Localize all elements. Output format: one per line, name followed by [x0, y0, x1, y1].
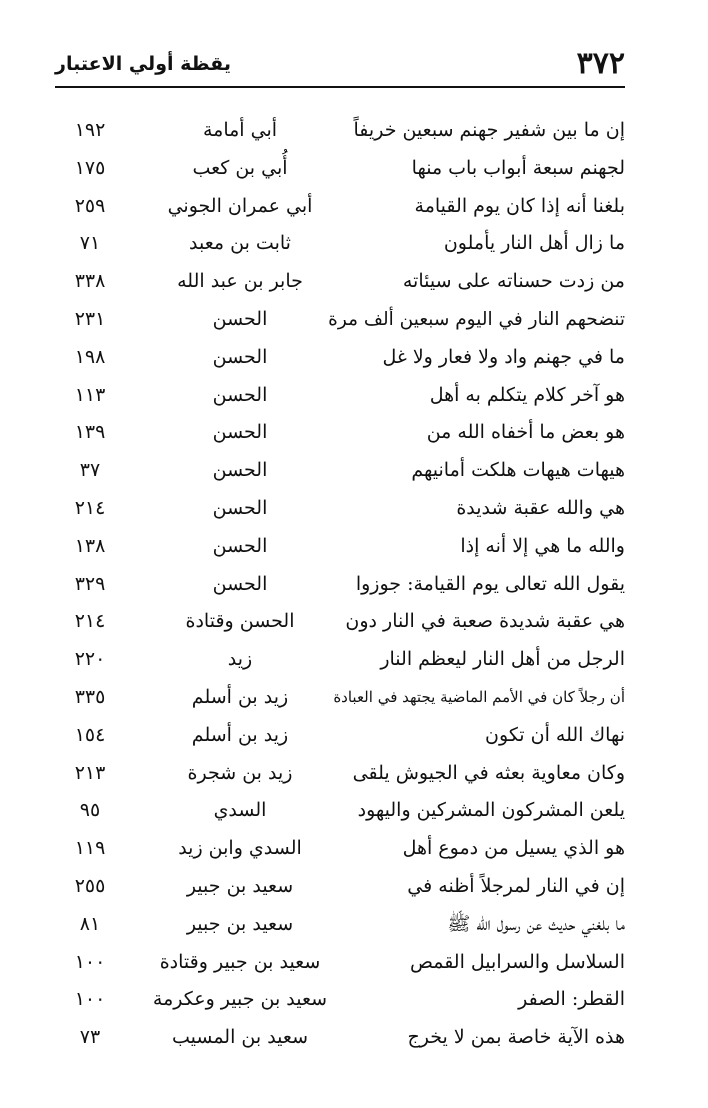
hadith-text: ما في جهنم واد ولا فعار ولا غل	[382, 345, 625, 368]
page-reference: ١١٩	[74, 837, 106, 860]
index-row	[55, 868, 625, 906]
index-row	[55, 830, 625, 868]
index-row	[55, 150, 625, 188]
page-reference: ١٣٩	[74, 421, 106, 444]
narrator-name: الحسن وقتادة	[185, 610, 295, 633]
hadith-text: هذه الآية خاصة بمن لا يخرج	[407, 1026, 625, 1049]
narrator-name: زيد بن أسلم	[191, 685, 289, 708]
page-header	[55, 44, 625, 84]
index-row	[55, 981, 625, 1019]
narrator-name: زيد بن شجرة	[187, 761, 293, 784]
narrator-name: الحسن	[212, 421, 268, 444]
narrator-name: أبي أمامة	[202, 119, 278, 141]
narrator-name: الحسن	[212, 345, 268, 368]
page-reference: ٣٧	[79, 459, 101, 482]
hadith-text: من زدت حسناته على سيئاته	[402, 270, 625, 293]
hadith-text: الرجل من أهل النار ليعظم النار	[380, 648, 625, 671]
hadith-text: لجهنم سبعة أبواب باب منها	[411, 156, 625, 179]
index-row	[55, 490, 625, 528]
page-reference: ٧٣	[79, 1026, 101, 1049]
index-row	[55, 112, 625, 150]
index-row	[55, 225, 625, 263]
index-row	[55, 188, 625, 226]
page-reference: ١٥٤	[74, 723, 106, 746]
narrator-name: الحسن	[212, 459, 268, 482]
page-reference: ١٩٢	[74, 119, 106, 141]
narrator-name: الحسن	[212, 534, 268, 557]
hadith-text: السلاسل والسرابيل القمص	[409, 950, 625, 973]
index-row	[55, 1019, 625, 1057]
narrator-name: سعيد بن المسيب	[171, 1026, 308, 1049]
index-row	[55, 944, 625, 982]
hadith-text: يلعن المشركون المشركين واليهود	[357, 799, 625, 822]
index-row	[55, 528, 625, 566]
index-row	[55, 906, 625, 944]
page-reference: ٣٢٩	[74, 572, 106, 595]
page-reference: ٢١٤	[74, 496, 106, 519]
hadith-text: يقول الله تعالى يوم القيامة: جوزوا	[355, 572, 625, 595]
hadith-text: هو الذي يسيل من دموع أهل	[402, 837, 625, 860]
hadith-text: إن ما بين شفير جهنم سبعين خريفاً	[353, 119, 625, 141]
hadith-text: هي عقبة شديدة صعبة في النار دون	[345, 610, 625, 633]
hadith-text: نهاك الله أن تكون	[485, 723, 625, 746]
index-row	[55, 717, 625, 755]
hadith-text: والله ما هي إلا أنه إذا	[460, 534, 625, 557]
page-reference: ٧١	[79, 232, 101, 255]
page-reference: ٨١	[79, 912, 101, 935]
page-reference: ٢٥٥	[74, 874, 106, 897]
narrator-name: سعيد بن جبير وقتادة	[159, 950, 321, 973]
book-title: يقظة أولي الاعتبار	[55, 53, 231, 75]
narrator-name: الحسن	[212, 496, 268, 519]
narrator-name: الحسن	[212, 307, 268, 330]
index-row	[55, 301, 625, 339]
index-row	[55, 641, 625, 679]
hadith-text: بلغنا أنه إذا كان يوم القيامة	[414, 194, 625, 217]
index-row	[55, 679, 625, 717]
narrator-name: السدي وابن زيد	[178, 837, 302, 860]
hadith-text: القطر: الصفر	[518, 988, 625, 1011]
narrator-name: الحسن	[212, 383, 268, 406]
header-divider	[55, 86, 625, 88]
narrator-name: زيد	[227, 648, 253, 671]
index-row	[55, 263, 625, 301]
hadith-text: هيهات هيهات هلكت أمانيهم	[411, 459, 625, 482]
page-reference: ٢١٣	[74, 761, 106, 784]
page-reference: ١٠٠	[74, 950, 106, 973]
hadith-text: ما بلغني حديث عن رسول الله ﷺ	[447, 912, 625, 935]
index-table	[55, 112, 625, 1057]
index-row	[55, 377, 625, 415]
hadith-text: إن في النار لمرجلاً أظنه في	[407, 874, 625, 897]
page-reference: ٢٣١	[74, 307, 106, 330]
page-reference: ٣٣٨	[74, 270, 106, 293]
hadith-text: هو بعض ما أخفاه الله من	[426, 421, 625, 444]
narrator-name: زيد بن أسلم	[191, 723, 289, 746]
page-reference: ٢٥٩	[74, 194, 106, 217]
page-reference: ٩٥	[79, 799, 101, 822]
narrator-name: أبي عمران الجوني	[167, 194, 313, 217]
hadith-text: هو آخر كلام يتكلم به أهل	[429, 383, 625, 406]
page-reference: ١٩٨	[74, 345, 106, 368]
narrator-name: سعيد بن جبير	[186, 912, 294, 935]
narrator-name: سعيد بن جبير وعكرمة	[152, 988, 328, 1011]
index-row	[55, 452, 625, 490]
page-number: ٣٧٢	[576, 46, 625, 81]
narrator-name: السدي	[213, 799, 267, 822]
narrator-name: ثابت بن معبد	[189, 232, 291, 255]
index-row	[55, 339, 625, 377]
narrator-name: سعيد بن جبير	[186, 874, 294, 897]
index-row	[55, 755, 625, 793]
index-row	[55, 792, 625, 830]
hadith-text: تنضحهم النار في اليوم سبعين ألف مرة	[328, 308, 625, 330]
index-row	[55, 414, 625, 452]
hadith-text: هي والله عقبة شديدة	[456, 496, 625, 519]
page-reference: ١٣٨	[74, 534, 106, 557]
page-reference: ١٧٥	[74, 156, 106, 179]
hadith-text: وكان معاوية بعثه في الجيوش يلقى	[352, 761, 625, 784]
hadith-text: أن رجلاً كان في الأمم الماضية يجتهد في العبادة	[333, 687, 625, 706]
page-reference: ٢١٤	[74, 610, 106, 633]
narrator-name: أُبي بن كعب	[192, 156, 288, 179]
index-row	[55, 566, 625, 604]
page-reference: ١٠٠	[74, 988, 106, 1011]
index-row	[55, 603, 625, 641]
page-reference: ٢٢٠	[74, 648, 106, 671]
narrator-name: جابر بن عبد الله	[177, 270, 303, 293]
narrator-name: الحسن	[212, 572, 268, 595]
page-reference: ٣٣٥	[74, 685, 106, 708]
hadith-text: ما زال أهل النار يأملون	[443, 232, 625, 255]
page-reference: ١١٣	[74, 383, 106, 406]
